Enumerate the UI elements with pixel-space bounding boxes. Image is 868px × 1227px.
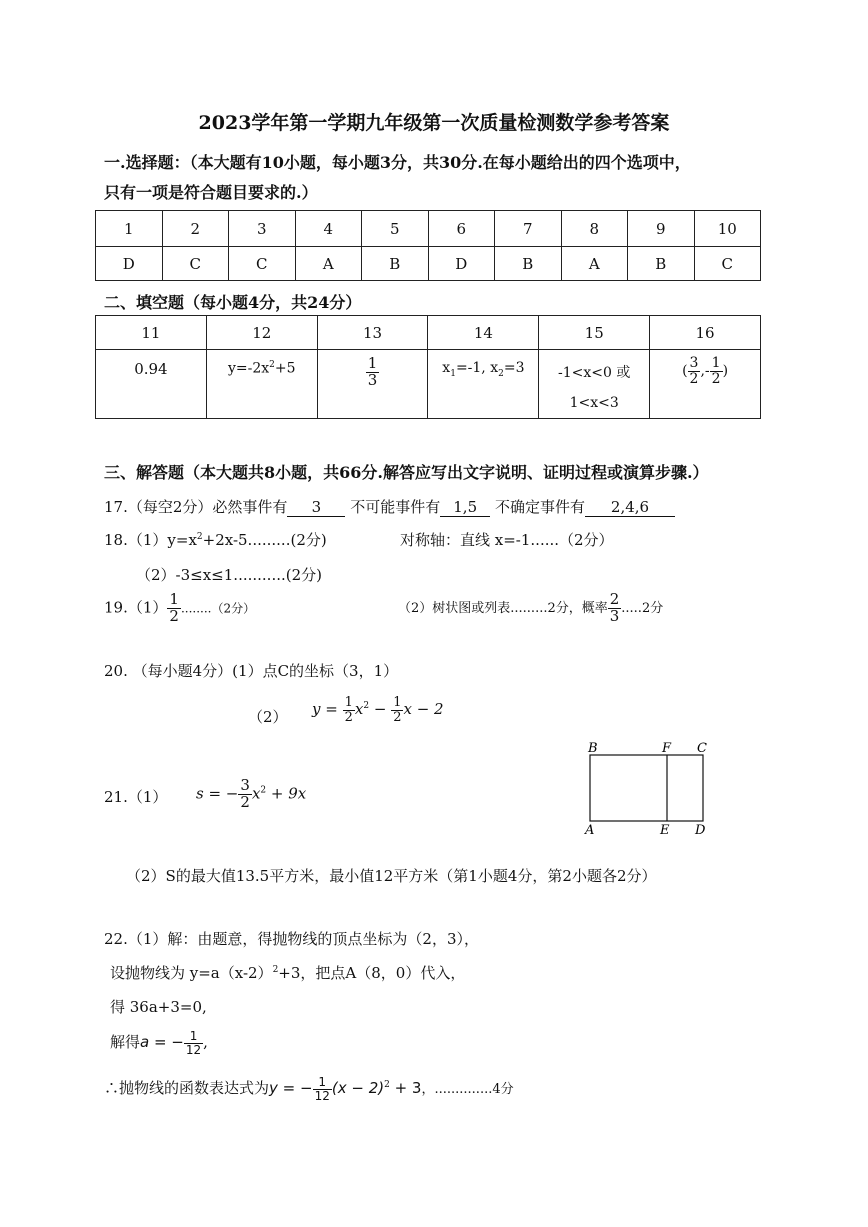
choice-answer-7: B bbox=[495, 247, 562, 281]
q18-axis: 对称轴：直线 x=-1......（2分） bbox=[400, 531, 614, 549]
fill-answer-16: ( $\frac{3}{2}$ ,- $\frac{1}{2}$ ) bbox=[650, 350, 761, 419]
choice-answer-9: B bbox=[628, 247, 695, 281]
fill-header-11: 11 bbox=[96, 316, 207, 350]
q17-line: 17.（每空2分）必然事件有 3 不可能事件有 1,5 不确定事件有 2,4,6 bbox=[104, 496, 675, 517]
choice-answer-5: B bbox=[362, 247, 429, 281]
choice-header-5: 5 bbox=[362, 211, 429, 247]
fill-header-16: 16 bbox=[650, 316, 761, 350]
fill-answer-15: -1<x<0 或 1<x<3 bbox=[539, 350, 650, 419]
fill-answer-11: 0.94 bbox=[96, 350, 207, 419]
fill-header-13: 13 bbox=[317, 316, 428, 350]
outer-rectangle bbox=[590, 755, 703, 821]
section2-heading: 二、填空题（每小题4分，共24分） bbox=[104, 293, 362, 312]
fill-header-12: 12 bbox=[206, 316, 317, 350]
fill-answer-14: $x_1=-1$, $x_2=3$ bbox=[428, 350, 539, 419]
label-c: C bbox=[697, 741, 707, 756]
section1-heading-line1: 一.选择题：（本大题有10小题，每小题3分，共30分.在每小题给出的四个选项中， bbox=[104, 153, 691, 172]
q21-equation: s = − $\frac{3}{2}$ $x^2 + 9x$ bbox=[196, 776, 307, 811]
q22-line1: 22.（1）解：由题意，得抛物线的顶点坐标为（2，3）， bbox=[104, 930, 479, 948]
q22-line3: 得 36a+3=0, bbox=[110, 998, 207, 1016]
choice-answer-2: C bbox=[162, 247, 229, 281]
q18-part1: $18.(1)y=x^2+2x-5.........(2$分) bbox=[104, 531, 327, 549]
choice-header-3: 3 bbox=[229, 211, 296, 247]
fill-answer-table bbox=[95, 315, 761, 419]
choice-header-9: 9 bbox=[628, 211, 695, 247]
choice-answer-8: A bbox=[561, 247, 628, 281]
label-f: F bbox=[662, 741, 672, 756]
choice-answer-4: A bbox=[295, 247, 362, 281]
choice-answer-10: C bbox=[694, 247, 761, 281]
q20-part2-label: （2） bbox=[248, 708, 288, 726]
page-title: 2023学年第一学期九年级第一次质量检测数学参考答案 bbox=[198, 112, 670, 134]
choice-header-7: 7 bbox=[495, 211, 562, 247]
choice-header-2: 2 bbox=[162, 211, 229, 247]
choice-header-4: 4 bbox=[295, 211, 362, 247]
q22-line4: 解得a = − $\frac{1}{12}$ , bbox=[110, 1029, 208, 1057]
label-e: E bbox=[660, 823, 670, 838]
q21-label: 21.（1） bbox=[104, 788, 168, 806]
fill-answer-12: $y=-2x^2+5$ bbox=[206, 350, 317, 419]
fill-header-14: 14 bbox=[428, 316, 539, 350]
q20-equation: y = $\frac{1}{2}$ $x^2$ − $\frac{1}{2}$ x − 2 bbox=[312, 695, 444, 725]
choice-answer-1: D bbox=[96, 247, 163, 281]
fill-answer-13: $\frac{1}{3}$ bbox=[317, 350, 428, 419]
q19-part2: （2）树状图或列表.........2分，概率 $\frac{2}{3}$ .....2分 bbox=[398, 590, 664, 625]
q22-line5: ∴抛物线的函数表达式为y = − $\frac{1}{12}$ $(x - 2)^2 + 3$，..............4分 bbox=[104, 1075, 514, 1103]
rectangle-figure bbox=[580, 738, 720, 838]
choice-header-1: 1 bbox=[96, 211, 163, 247]
q18-part2: （2）-3≤x≤1...........(2分) bbox=[136, 566, 322, 584]
q22-line2: 设抛物线为 $y=a(x-2)^2+3$，把点A（8，0）代入， bbox=[110, 964, 466, 982]
choice-header-10: 10 bbox=[694, 211, 761, 247]
fill-header-15: 15 bbox=[539, 316, 650, 350]
choice-answer-table bbox=[95, 210, 761, 281]
label-a: A bbox=[585, 823, 595, 838]
choice-header-6: 6 bbox=[428, 211, 495, 247]
section1-heading-line2: 只有一项是符合题目要求的.） bbox=[104, 183, 318, 202]
q20-part1: 20. （每小题4分）(1）点C的坐标（3，1） bbox=[104, 662, 399, 680]
q19-part1: 19.（1） $\frac{1}{2}$ ........（2分） bbox=[104, 590, 256, 625]
label-b: B bbox=[588, 741, 598, 756]
label-d: D bbox=[695, 823, 706, 838]
section3-heading: 三、解答题（本大题共8小题，共66分.解答应写出文字说明、证明过程或演算步骤.） bbox=[104, 463, 709, 482]
choice-header-8: 8 bbox=[561, 211, 628, 247]
q21-part2: （2）S的最大值13.5平方米，最小值12平方米（第1小题4分，第2小题各2分） bbox=[126, 867, 657, 885]
choice-answer-3: C bbox=[229, 247, 296, 281]
choice-answer-6: D bbox=[428, 247, 495, 281]
